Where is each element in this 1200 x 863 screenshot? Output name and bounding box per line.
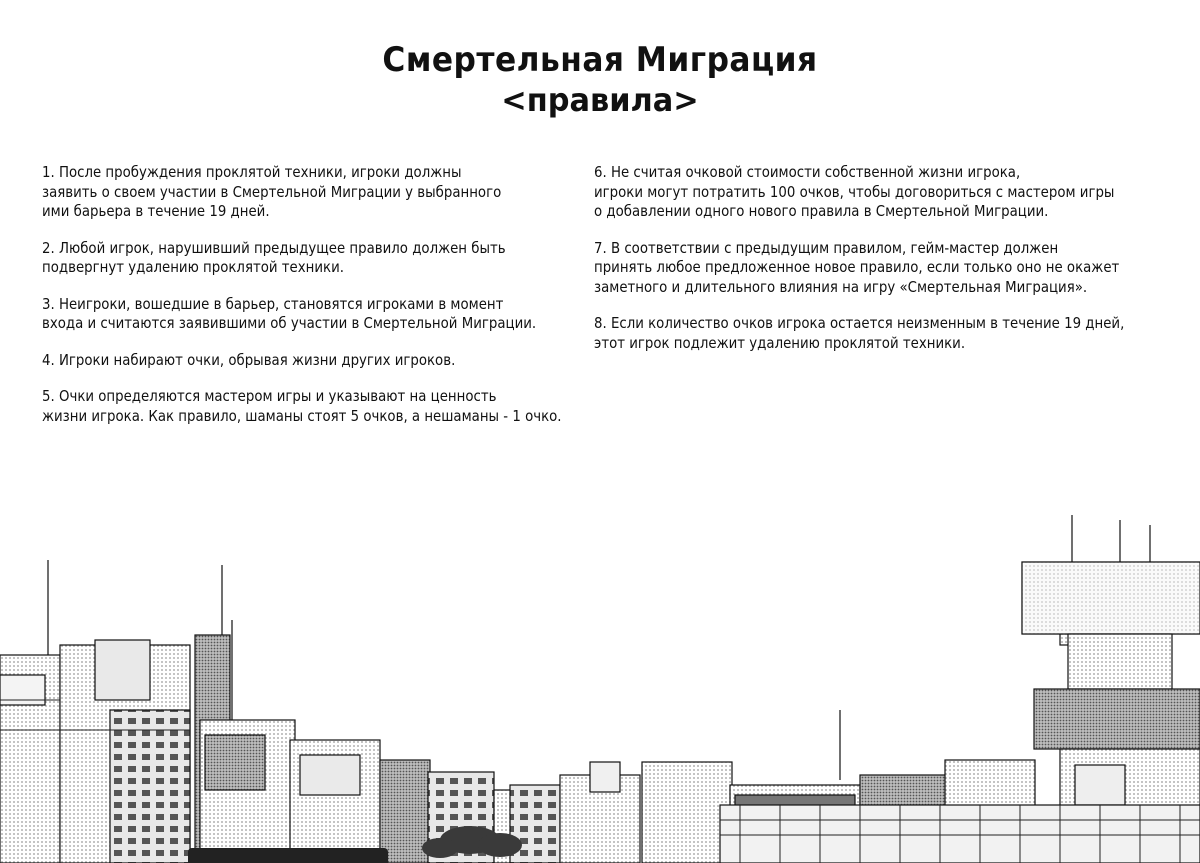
page-title: Смертельная Миграция	[382, 40, 818, 80]
next-chapter-banner	[188, 848, 388, 863]
rules-column-right	[594, 163, 1174, 370]
rule-item: 3. Неигроки, вошедшие в барьер, становятся игроками в момент входа и считаются заявившими об участии в Смертельной Миграции.	[42, 294, 537, 332]
page-subtitle: <правила>	[501, 81, 699, 119]
rule-item: 5. Очки определяются мастером игры и указывают на ценность жизни игрока. Как правило, шаманы стоят 5 очков, а нешаманы - 1 очко.	[42, 387, 562, 425]
cityscape-illustration	[0, 500, 1200, 863]
rule-item: 2. Любой игрок, нарушивший предыдущее правило должен быть подвергнут удалению проклятой техники.	[42, 238, 506, 276]
title-block	[0, 40, 1200, 120]
rule-item: 8. Если количество очков игрока остается неизменным в течение 19 дней, этот игрок подлежит удалению проклятой техники.	[594, 314, 1125, 352]
rules-column-left	[42, 163, 602, 443]
rule-item: 7. В соответствии с предыдущим правилом, гейм-мастер должен принять любое предложенное новое правило, если только оно не окажет заметного и длительного влияния на игру «Смертельная Миграция».	[594, 238, 1120, 296]
rule-item: 4. Игроки набирают очки, обрывая жизни других игроков.	[42, 350, 456, 369]
rule-item: 1. После пробуждения проклятой техники, игроки должны заявить о своем участии в Смертельной Миграции у выбранного ими барьера в течение 19 дней.	[42, 163, 502, 220]
rule-item: 6. Не считая очковой стоимости собственной жизни игрока, игроки могут потратить 100 очков, чтобы договориться с мастером игры о добавлении одного нового правила в Смертельной Миграции.	[594, 163, 1115, 220]
